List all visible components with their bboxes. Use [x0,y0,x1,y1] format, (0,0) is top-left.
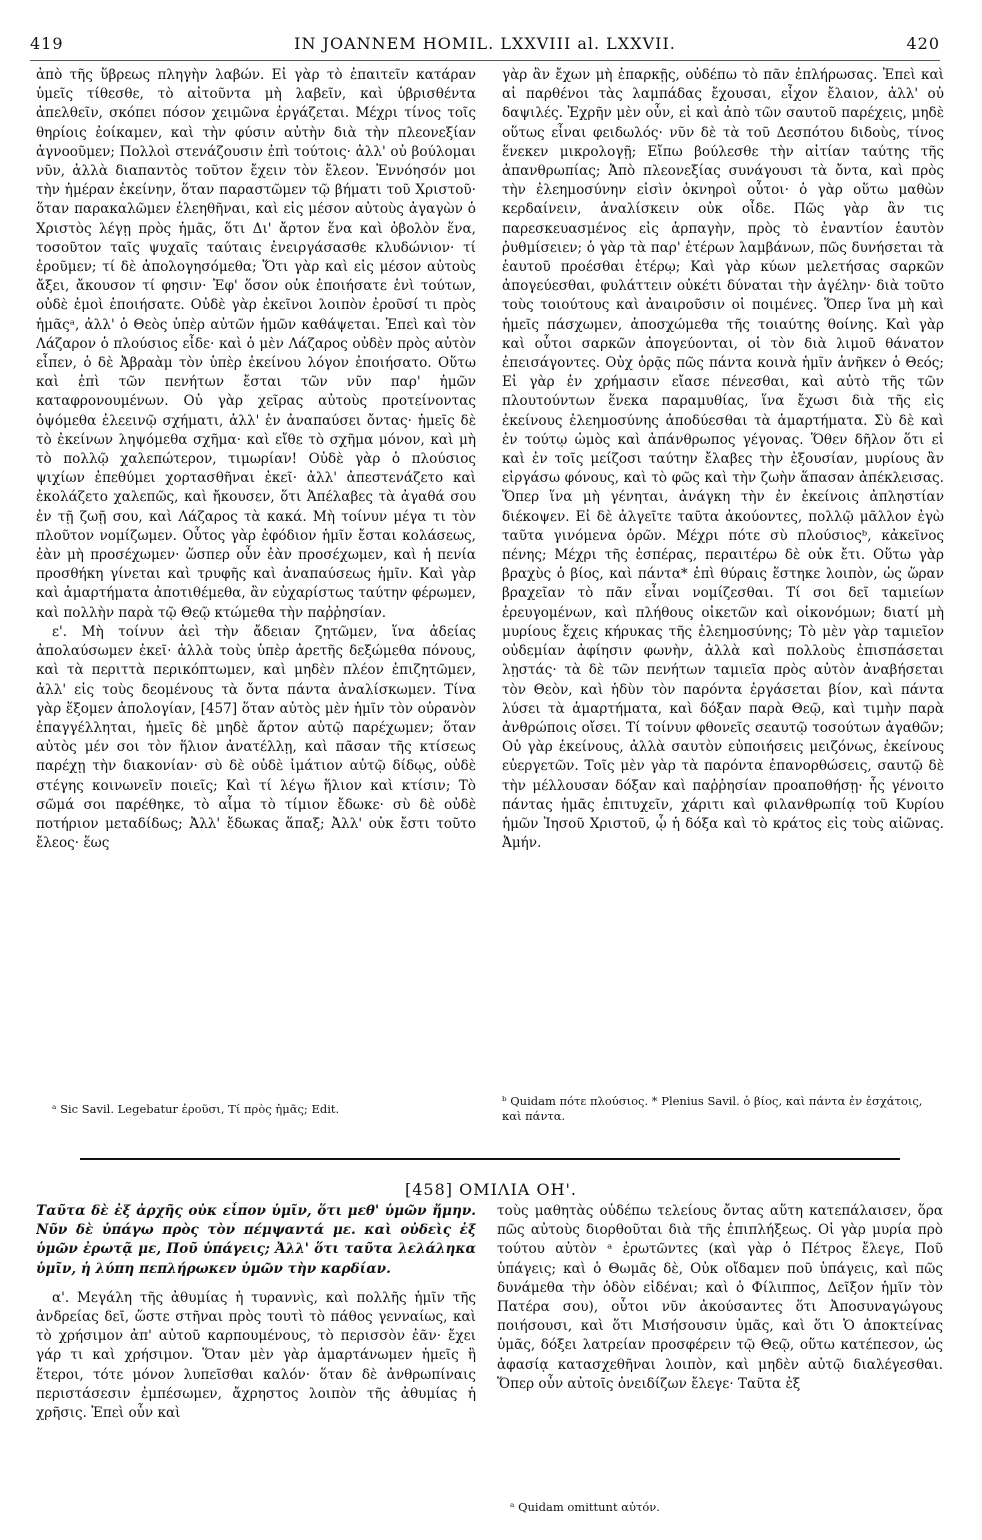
page-number-left: 419 [30,34,64,53]
footnote-bottom-right: ᵃ Quidam omittunt αὐτόν. [510,1500,660,1514]
section-divider [80,1158,900,1160]
left-paragraph-2: ε'. Μὴ τοίνυν ἀεὶ τὴν ἄδειαν ζητῶμεν, ἵνα ἀδείας ἀπολαύσωμεν ἐκεῖ· ἀλλὰ τοὺς ὑπὲρ ἀρετῆς δεξώμεθα πόνους, καὶ τὰ περιττὰ περικόπτωμεν, καὶ μηδὲν πλέον ἐπιζητῶμεν, ἀλλ' εἰς τοὺς δεομένους τὰ ὄντα πάντα ἀναλίσκωμεν. Τίνα γὰρ ἕξομεν ἀπολογίαν, [457] ὅταν αὐτὸς μὲν ἡμῖν τὸν οὐρανὸν ἐπαγγέλληται, ἡμεῖς δὲ μηδὲ ἄρτον αὐτῷ παρέχωμεν; ὅταν αὐτὸς μέν σοι τὸν ἥλιον ἀνατέλλῃ, καὶ πᾶσαν τῆς κτίσεως παρέχῃ τὴν διακονίαν· σὺ δὲ οὐδὲ ἱμάτιον αὐτῷ δίδῳς, οὐδὲ στέγης κοινωνεῖν ποιεῖς; Καὶ τί λέγω ἥλιον καὶ κτίσιν; Τὸ σῶμά σοι παρέθηκε, τὸ αἷμα τὸ τίμιον ἔδωκε· σὺ δὲ οὐδὲ ποτήριον μεταδίδως; Ἀλλ' ἔδωκας ἅπαξ; Ἀλλ' οὐκ ἔστι τοῦτο ἔλεος· ἕως [36,623,476,852]
header-rule [30,60,940,61]
left-column [36,66,476,1084]
right-column [502,66,944,1084]
right-paragraph-1: γὰρ ἂν ἔχων μὴ ἐπαρκῇς, οὐδέπω τὸ πᾶν ἐπλήρωσας. Ἐπεὶ καὶ αἱ παρθένοι τὰς λαμπάδας ἔχουσαι, εἶχον ἔλαιον, ἀλλ' οὐ δαψιλές. Ἐχρῆν μὲν οὖν, εἰ καὶ ἀπὸ τῶν σαυτοῦ παρέχεις, μηδὲ οὕτως εἶναι φειδωλός· νῦν δὲ τὰ τοῦ Δεσπότου διδοὺς, τίνος ἕνεκεν μικρολογῇ; Εἴπω βούλεσθε τὴν αἰτίαν ταύτης τῆς ἀπανθρωπίας; Ἀπὸ πλεονεξίας συνάγουσι τὰ ὄντα, καὶ πρὸς τὴν ἐλεημοσύνην εἰσὶν ὀκνηροὶ οὗτοι· ὁ γὰρ οὕτω μαθὼν κερδαίνειν, ἀναλίσκειν οὐκ οἶδε. Πῶς γὰρ ἂν τις παρεσκευασμένος εἰς ἁρπαγὴν, πρὸς τὸ ἐναντίον ἑαυτὸν ῥυθμίσειεν; ὁ γὰρ τὰ παρ' ἑτέρων λαμβάνων, πῶς δυνήσεται τὰ ἑαυτοῦ προέσθαι ἑτέρῳ; Καὶ γὰρ κύων μελετήσας σαρκῶν ἀπογεύεσθαι, φυλάττειν οὐκέτι δύναται τὴν ἀγέλην· διὰ τοῦτο τοὺς τοιούτους καὶ ἀναιροῦσιν οἱ ποιμένες. Ὅπερ ἵνα μὴ καὶ ἡμεῖς πάσχωμεν, ἀποσχώμεθα τῆς τοιαύτης θοίνης. Καὶ γὰρ καὶ οὗτοι σαρκῶν ἀπογεύονται, οἱ τὸν διὰ λιμοῦ θάνατον ἐπεισάγοντες. Οὐχ ὁρᾷς πῶς πάντα κοινὰ ἡμῖν ἀνῆκεν ὁ Θεός; Εἰ γὰρ ἐν χρήμασιν εἴασε πένεσθαι, καὶ αὐτὸ τῆς τῶν πλουτούντων ἕνεκα παραμυθίας, ἵνα ἔχωσι διὰ τῆς εἰς ἐκείνους ἐλεημοσύνης ἀποδύεσθαι τὰ ἁμαρτήματα. Σὺ δὲ καὶ ἐν τούτῳ ὠμὸς καὶ ἀπάνθρωπος γέγονας. Ὅθεν δῆλον ὅτι εἰ καὶ ἐν τοῖς μείζοσι ταύτην ἔλαβες τὴν ἐξουσίαν, μυρίους ἂν εἰργάσω φόνους, καὶ τὸ φῶς καὶ τὴν ζωὴν ἅπασαν ἀπέκλεισας. Ὅπερ ἵνα μὴ γένηται, ἀνάγκη τὴν ἐν ἐκείνοις ἀπληστίαν διέκοψεν. Εἰ δὲ ἀλγεῖτε ταῦτα ἀκούοντες, πολλῷ μᾶλλον ἐγὼ ταῦτα γινόμενα ὁρῶν. Μέχρι πότε σὺ πλούσιοςᵇ, κἀκεῖνος πένης; Μέχρι τῆς ἑσπέρας, περαιτέρω δὲ οὐκ ἔτι. Οὕτω γὰρ βραχὺς ὁ βίος, καὶ πάντα* ἐπὶ θύραις ἕστηκε λοιπὸν, ὡς ὥραν βραχεῖαν τὸ πᾶν εἶναι νομίζεσθαι. Τί σοι δεῖ ταμιείων ἐρευγομένων, καὶ πλήθους οἰκετῶν καὶ οἰκονόμων; διατί μὴ μυρίους ἔχεις κήρυκας τῆς ἐλεημοσύνης; Τὸ μὲν γὰρ ταμιεῖον οὐδεμίαν ἀφίησιν φωνὴν, ἀλλὰ καὶ πολλοὺς ἐπισπάσεται λῃστάς· τὰ δὲ τῶν πενήτων ταμιεῖα πρὸς αὐτὸν ἀναβήσεται τὸν Θεὸν, καὶ ἡδὺν τὸν παρόντα ἐργάσεται βίον, καὶ πάντα λύσει τὰ ἁμαρτήματα, καὶ δόξαν παρὰ Θεῷ, καὶ τιμὴν παρὰ ἀνθρώποις οἴσει. Τί τοίνυν φθονεῖς σεαυτῷ τοσούτων ἀγαθῶν; Οὐ γὰρ ἐκείνους, ἀλλὰ σαυτὸν εὐποιήσεις μειζόνως, ἐκείνους εὐεργετῶν. Τοῖς μὲν γὰρ τὰ παρόντα ἐπανορθώσεις, σαυτῷ δὲ τὴν μέλλουσαν δόξαν καὶ παῤῥησίαν προαποθήσῃ· ἧς γένοιτο πάντας ἡμᾶς ἐπιτυχεῖν, χάριτι καὶ φιλανθρωπίᾳ τοῦ Κυρίου ἡμῶν Ἰησοῦ Χριστοῦ, ᾧ ἡ δόξα καὶ τὸ κράτος εἰς τοὺς αἰῶνας. Ἀμήν. [502,67,944,852]
page-number-right: 420 [906,34,940,53]
footnote-right: ᵇ Quidam πότε πλούσιος. * Plenius Savil. ὁ βίος, καὶ πάντα ἐν ἐσχάτοις, καὶ πάντα. [502,1094,923,1123]
scripture-quote: Ταῦτα δὲ ἐξ ἀρχῆς οὐκ εἶπον ὑμῖν, ὅτι μεθ' ὑμῶν ἤμην. Νῦν δὲ ὑπάγω πρὸς τὸν πέμψαντά με. καὶ οὐδεὶς ἐξ ὑμῶν ἐρωτᾷ με, Ποῦ ὑπάγεις; Ἀλλ' ὅτι ταῦτα λελάληκα ὑμῖν, ἡ λύπη πεπλήρωκεν ὑμῶν τὴν καρδίαν. [36,1203,476,1277]
bottom-right-column [497,1202,943,1492]
running-head [30,34,940,60]
bottom-right-paragraph: τοὺς μαθητὰς οὐδέπω τελείους ὄντας αὕτη κατεπάλαισεν, ὅρα πῶς αὐτοὺς διορθοῦται διὰ τῆς ἐπιπλήξεως. Οἱ γὰρ μυρία πρὸ τούτου αὐτὸν ᵃ ἐρωτῶντες (καὶ γὰρ ὁ Πέτρος ἔλεγε, Ποῦ ὑπάγεις; καὶ ὁ Θωμᾶς δὲ, Οὐκ οἴδαμεν ποῦ ὑπάγεις, καὶ πῶς δυνάμεθα τὴν ὁδὸν εἰδέναι; καὶ ὁ Φίλιππος, Δεῖξον ἡμῖν τὸν Πατέρα σου), οὗτοι νῦν ἀκούσαντες ὅτι Ἀποσυναγώγους ποιήσουσι, καὶ ὅτι Μισήσουσιν ὑμᾶς, καὶ ὅτι Ὁ ἀποκτείνας ὑμᾶς, δόξει λατρείαν προσφέρειν τῷ Θεῷ, οὕτω κατέπεσον, ὡς ἀφασίᾳ κατασχεθῆναι λοιπὸν, καὶ μηδὲν αὐτῷ διαλέγεσθαι. Ὅπερ οὖν αὐτοῖς ὀνειδίζων ἔλεγε· Ταῦτα ἐξ [497,1203,943,1392]
bottom-left-paragraph: α'. Μεγάλη τῆς ἀθυμίας ἡ τυραννὶς, καὶ πολλῆς ἡμῖν τῆς ἀνδρείας δεῖ, ὥστε στῆναι πρὸς τουτὶ τὸ πάθος γενναίως, καὶ τὸ χρήσιμον ἀπ' αὐτοῦ καρπουμένους, τὸ περισσὸν ἐᾶν· ἔχει γάρ τι καὶ χρήσιμον. Ὅταν μὲν γὰρ ἁμαρτάνωμεν ἡμεῖς ἢ ἕτεροι, τότε μόνον λυπεῖσθαι καλόν· ὅταν δὲ ἀνθρωπίναις περιστάσεσιν ἐμπέσωμεν, ἄχρηστος λοιπὸν τῆς ἀθυμίας ἡ χρῆσις. Ἐπεὶ οὖν καὶ [36,1289,476,1422]
homily-title: [458] ΟΜΙΛΙΑ ΟΗ'. [405,1180,577,1199]
footnote-left: ᵃ Sic Savil. Legebatur ἐροῦσι, Τί πρὸς ἡμᾶς; Edit. [52,1102,340,1116]
running-title: IN JOANNEM HOMIL. LXXVIII al. LXXVII. [294,34,676,53]
bottom-left-column [36,1202,476,1502]
left-paragraph-1: ἀπὸ τῆς ὕβρεως πληγὴν λαβών. Εἰ γὰρ τὸ ἐπαιτεῖν κατάραν ὑμεῖς τίθεσθε, τὸ αἰτοῦντα μὴ λαβεῖν, καὶ ὑβρισθέντα ἀπελθεῖν, σκόπει πόσον χειμῶνα ἐργάζεται. Μέχρι τίνος τοῖς θηρίοις ἐοίκαμεν, καὶ τὴν φύσιν αὐτὴν διὰ τὴν πλεονεξίαν ἀγνοοῦμεν; Πολλοὶ στενάζουσιν ἐπὶ τούτοις· ἀλλ' οὐ βούλομαι νῦν, ἀλλὰ διαπαντὸς τοῦτον ἔχειν τὸν ἔλεον. Ἐννόησόν μοι τὴν ἡμέραν ἐκείνην, ὅταν παραστῶμεν τῷ βήματι τοῦ Χριστοῦ· ὅταν παρακαλῶμεν ἐλεηθῆναι, καὶ εἰς μέσον αὐτοὺς ἀγαγὼν ὁ Χριστὸς λέγῃ πρὸς ἡμᾶς, ὅτι Δι' ἄρτον ἕνα καὶ ὀβολὸν ἕνα, τοσοῦτον ταῖς ψυχαῖς ταύταις ἐνειργάσασθε κλυδώνιον· τί ἐροῦμεν; τί δὲ ἀπολογησόμεθα; Ὅτι γὰρ καὶ εἰς μέσον αὐτοὺς ἄξει, ἄκουσον τί φησιν· Ἐφ' ὅσον οὐκ ἐποιήσατε ἑνὶ τούτων, οὐδὲ ἐμοὶ ἐποιήσατε. Οὐδὲ γὰρ ἐκεῖνοι λοιπὸν ἐροῦσί τι πρὸς ἡμᾶςᵃ, ἀλλ' ὁ Θεὸς ὑπὲρ αὐτῶν ἡμῶν καθάψεται. Ἐπεὶ καὶ τὸν Λάζαρον ὁ πλούσιος εἶδε· καὶ ὁ μὲν Λάζαρος οὐδὲν πρὸς αὐτὸν εἶπεν, ὁ δὲ Ἀβραὰμ τὸν ὑπὲρ ἐκείνου λόγον ἐποιήσατο. Οὕτω καὶ ἐπὶ τῶν πενήτων ἔσται τῶν νῦν παρ' ἡμῶν καταφρονουμένων. Οὐ γὰρ χεῖρας αὐτοὺς προτείνοντας ὀψόμεθα ἐλεεινῷ σχήματι, ἀλλ' ἐν ἀναπαύσει ὄντας· ἡμεῖς δὲ τὸ ἐκείνων ληψόμεθα σχῆμα· καὶ εἴθε τὸ σχῆμα μόνον, καὶ μὴ τὸ πολλῷ χαλεπώτερον, τιμωρίαν! Οὐδὲ γὰρ ὁ πλούσιος ψιχίων ἐπεθύμει χορτασθῆναι ἐκεῖ· ἀλλ' ἀπεστενάζετο καὶ ἐκολάζετο χαλεπῶς, καὶ ἤκουσεν, ὅτι Ἀπέλαβες τὰ ἀγαθά σου ἐν τῇ ζωῇ σου, καὶ Λάζαρος τὰ κακά. Μὴ τοίνυν μέγα τι τὸν πλοῦτον νομίζωμεν. Οὗτος γὰρ ἐφόδιον ἡμῖν ἔσται κολάσεως, ἐὰν μὴ προσέχωμεν· ὥσπερ οὖν ἐὰν προσέχωμεν, καὶ ἡ πενία προσθήκη γίνεται καὶ τρυφῆς καὶ ἀναπαύσεως ἡμῖν. Καὶ γὰρ καὶ ἁμαρτήματα ἀποτιθέμεθα, ἂν εὐχαρίστως ταύτην φέρωμεν, καὶ πολλὴν παρὰ τῷ Θεῷ κτώμεθα τὴν παῤῥησίαν. [36,67,476,621]
